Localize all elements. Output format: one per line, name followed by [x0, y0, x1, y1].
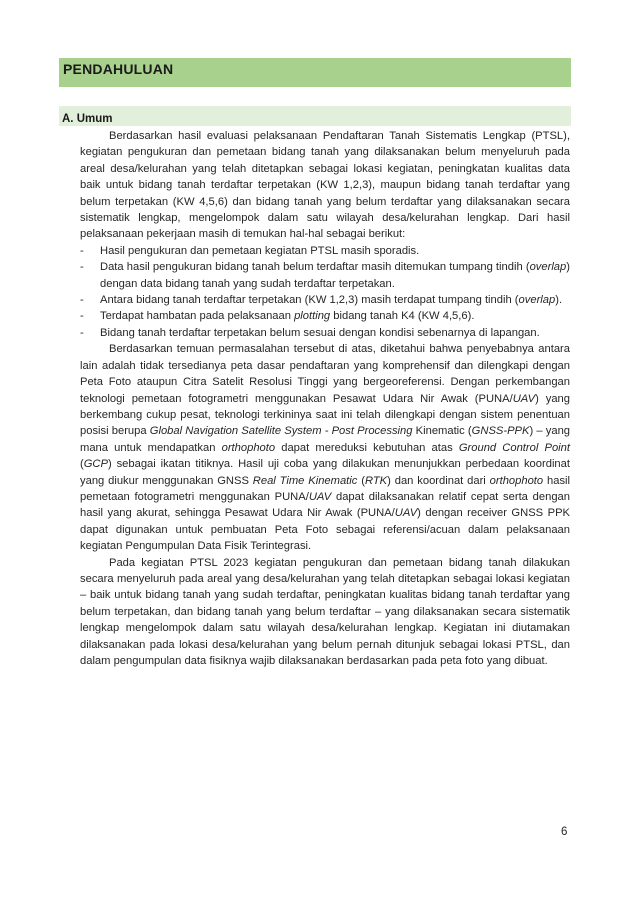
paragraph-background: Berdasarkan temuan permasalahan tersebut di atas, diketahui bahwa penyebabnya antara lain adalah tidak tersedianya peta dasar pendaftaran yang komprehensif dan dilengkapi dengan Peta Foto ataupun Citra Satelit Resolusi Tinggi yang bergeoreferensi. Dengan perkembangan teknologi pemetaan fotogrametri menggunakan Pesawat Udara Nir Awak (PUNA/UAV) yang berkembang cukup pesat, teknologi terkininya saat ini telah dilengkapi dengan sistem penentuan posisi berupa Global Navigation Satellite System - Post Processing Kinematic (GNSS-PPK) – yang mana untuk mendapatkan orthophoto dapat mereduksi kebutuhan atas Ground Control Point (GCP) sebagai ikatan titiknya. Hasil uji coba yang dilakukan menunjukkan perbedaan koordinat yang diukur menggunakan GNSS Real Time Kinematic (RTK) dan koordinat dari orthophoto hasil pemetaan fotogrametri menggunakan PUNA/UAV dapat dilaksanakan relatif cepat serta dengan hasil yang akurat, sehingga Pesawat Udara Nir Awak (PUNA/UAV) dengan receiver GNSS PPK dapat digunakan untuk pembuatan Peta Foto sebagai referensi/acuan dalam pelaksanaan kegiatan Pengumpulan Data Fisik Terintegrasi. — [80, 343, 571, 553]
list-item: - Data hasil pengukuran bidang tanah belum terdaftar masih ditemukan tumpang tindih (overlap) dengan data bidang tanah yang sudah terdaftar terpetakan. — [80, 261, 570, 290]
list-dash: - — [80, 244, 84, 257]
chapter-header — [59, 58, 571, 87]
section-header — [59, 106, 571, 126]
paragraph-ptsl-2023: Pada kegiatan PTSL 2023 kegiatan pengukuran dan pemetaan bidang tanah dilakukan secara menyeluruh pada areal yang desa/kelurahan yang telah ditetapkan sebagai lokasi kegiatan – baik untuk bidang tanah yang sudah terdaftar, peningkatan kualitas bidang tanah terdaftar yang belum terpetakan, dan bidang tanah yang belum terdaftar – yang dilaksanakan secara sistematik lengkap mengelompok dalam satu wilayah desa/kelurahan lengkap. Kegiatan ini diutamakan dilaksanakan pada lokasi desa/kelurahan yang belum pernah ditunjuk sebagai lokasi PTSL, dan dalam pengumpulan data fisiknya wajib dilaksanakan berdasarkan pada peta foto yang dibuat. — [80, 556, 570, 667]
list-item: - Bidang tanah terdaftar terpetakan belum sesuai dengan kondisi sebenarnya di lapangan. — [80, 325, 570, 341]
paragraph-intro: Berdasarkan hasil evaluasi pelaksanaan Pendaftaran Tanah Sistematis Lengkap (PTSL), kegiatan pengukuran dan pemetaan bidang tanah yang dilaksanakan belum menyeluruh pada areal desa/kelurahan yang telah ditetapkan sebagai lokasi kegiatan, peningkatan kualitas data baik untuk bidang tanah terdaftar terpetakan (KW 1,2,3), maupun bidang tanah terdaftar yang belum terpetakan (KW 4,5,6) dan bidang tanah yang belum terdaftar yang dilaksanakan secara sistematik lengkap, mengelompok dalam satu wilayah desa/kelurahan lengkap. Dari hasil pelaksanaan pekerjaan masih di temukan hal-hal sebagai berikut: — [80, 130, 570, 241]
list-dash: - — [80, 310, 84, 323]
list-item: - Antara bidang tanah terdaftar terpetakan (KW 1,2,3) masih terdapat tumpang tindih (overlap). — [80, 292, 570, 308]
chapter-title: PENDAHULUAN — [63, 61, 174, 77]
body-content — [80, 128, 570, 669]
section-title: A. Umum — [62, 113, 113, 125]
list-item: - Terdapat hambatan pada pelaksanaan plotting bidang tanah K4 (KW 4,5,6). — [80, 308, 570, 324]
findings-list — [80, 243, 570, 341]
list-dash: - — [80, 326, 84, 339]
page-number: 6 — [561, 826, 568, 838]
list-dash: - — [80, 261, 84, 274]
list-dash: - — [80, 294, 84, 307]
list-item: - Hasil pengukuran dan pemetaan kegiatan PTSL masih sporadis. — [80, 243, 570, 259]
